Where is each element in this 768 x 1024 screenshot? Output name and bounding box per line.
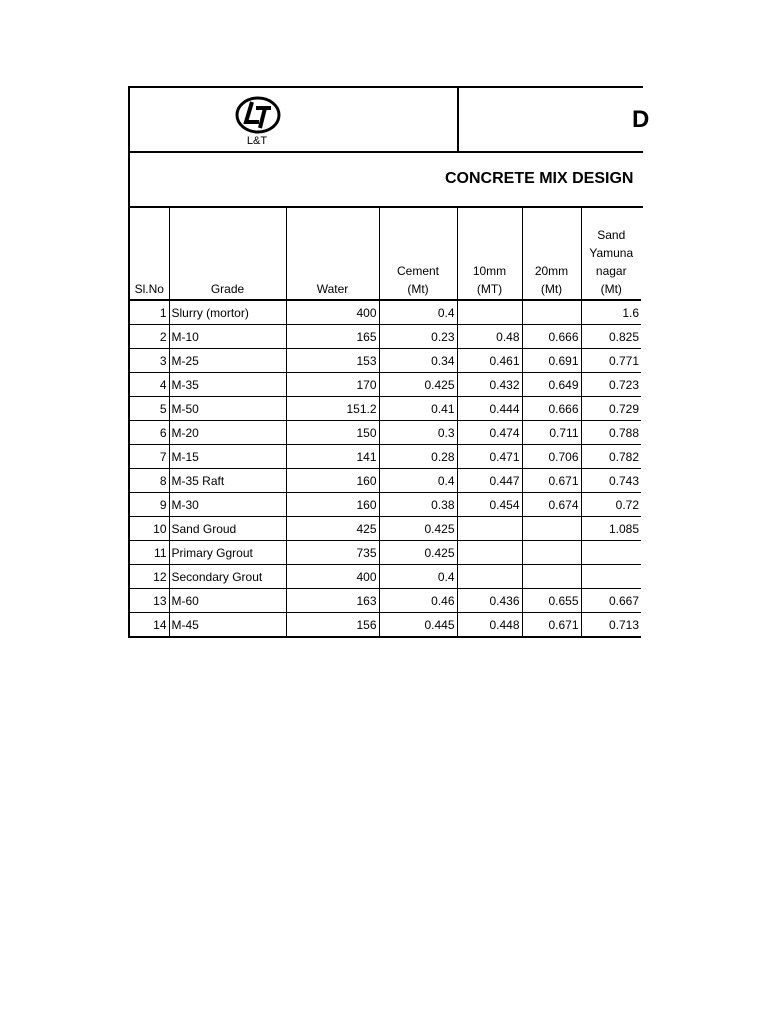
title-cell <box>459 88 650 151</box>
cell-mm20: 0.674 <box>522 493 581 517</box>
table-row <box>130 349 641 373</box>
banner <box>130 153 643 208</box>
cell-sand: 0.667 <box>581 589 641 613</box>
cell-slno: 7 <box>130 445 169 469</box>
cell-water: 156 <box>286 613 379 638</box>
header-row <box>130 88 650 153</box>
logo-text: L&T <box>246 135 268 147</box>
cell-slno: 4 <box>130 373 169 397</box>
cell-cement: 0.4 <box>379 300 457 325</box>
table-row <box>130 421 641 445</box>
col-20mm: 20mm (Mt) <box>522 208 581 300</box>
cell-cement: 0.445 <box>379 613 457 638</box>
cell-slno: 13 <box>130 589 169 613</box>
cell-cement: 0.28 <box>379 445 457 469</box>
cell-mm20: 0.706 <box>522 445 581 469</box>
cell-grade: M-30 <box>169 493 286 517</box>
cell-water: 400 <box>286 300 379 325</box>
column-header-row <box>130 208 641 300</box>
cell-sand: 0.713 <box>581 613 641 638</box>
cell-mm20 <box>522 541 581 565</box>
cell-water: 160 <box>286 469 379 493</box>
cell-water: 735 <box>286 541 379 565</box>
table-row <box>130 300 641 325</box>
table-row <box>130 589 641 613</box>
cell-grade: M-20 <box>169 421 286 445</box>
table-row <box>130 325 641 349</box>
cell-mm20: 0.655 <box>522 589 581 613</box>
cell-sand: 0.788 <box>581 421 641 445</box>
cell-water: 153 <box>286 349 379 373</box>
table-row <box>130 373 641 397</box>
cell-mm20: 0.691 <box>522 349 581 373</box>
cell-cement: 0.38 <box>379 493 457 517</box>
col-10mm: 10mm (MT) <box>457 208 522 300</box>
cell-slno: 6 <box>130 421 169 445</box>
cell-cement: 0.46 <box>379 589 457 613</box>
cell-mm10: 0.436 <box>457 589 522 613</box>
cell-grade: Sand Groud <box>169 517 286 541</box>
cell-sand: 1.6 <box>581 300 641 325</box>
cell-sand: 0.825 <box>581 325 641 349</box>
cell-grade: M-45 <box>169 613 286 638</box>
table-row <box>130 397 641 421</box>
cell-mm20: 0.666 <box>522 325 581 349</box>
cell-water: 151.2 <box>286 397 379 421</box>
cell-grade: M-35 <box>169 373 286 397</box>
cell-mm10: 0.432 <box>457 373 522 397</box>
cell-slno: 1 <box>130 300 169 325</box>
cell-slno: 12 <box>130 565 169 589</box>
cell-mm20: 0.671 <box>522 613 581 638</box>
logo-cell <box>130 88 459 151</box>
col-cement: Cement (Mt) <box>379 208 457 300</box>
cell-mm10: 0.461 <box>457 349 522 373</box>
table-row <box>130 493 641 517</box>
cell-sand: 1.085 <box>581 517 641 541</box>
table-row <box>130 445 641 469</box>
cell-slno: 8 <box>130 469 169 493</box>
col-grade: Grade <box>169 208 286 300</box>
table-row <box>130 541 641 565</box>
cell-mm10: 0.471 <box>457 445 522 469</box>
cell-cement: 0.4 <box>379 565 457 589</box>
cell-water: 150 <box>286 421 379 445</box>
cell-sand: 0.729 <box>581 397 641 421</box>
banner-title: CONCRETE MIX DESIGN <box>445 170 634 187</box>
lt-logo-icon <box>235 95 281 135</box>
cell-cement: 0.425 <box>379 373 457 397</box>
col-sand: Sand Yamuna nagar (Mt) <box>581 208 641 300</box>
cell-water: 170 <box>286 373 379 397</box>
cell-mm10: 0.454 <box>457 493 522 517</box>
cell-cement: 0.23 <box>379 325 457 349</box>
cell-slno: 2 <box>130 325 169 349</box>
cell-grade: M-50 <box>169 397 286 421</box>
cell-cement: 0.34 <box>379 349 457 373</box>
cell-slno: 5 <box>130 397 169 421</box>
cell-slno: 14 <box>130 613 169 638</box>
cell-grade: M-35 Raft <box>169 469 286 493</box>
cell-sand: 0.782 <box>581 445 641 469</box>
table-row <box>130 565 641 589</box>
cell-grade: M-15 <box>169 445 286 469</box>
cell-sand <box>581 541 641 565</box>
cell-mm10: 0.48 <box>457 325 522 349</box>
cell-mm20 <box>522 300 581 325</box>
cell-mm20: 0.666 <box>522 397 581 421</box>
cell-sand: 0.771 <box>581 349 641 373</box>
cell-sand: 0.723 <box>581 373 641 397</box>
cell-mm20: 0.671 <box>522 469 581 493</box>
cell-slno: 3 <box>130 349 169 373</box>
cell-grade: M-10 <box>169 325 286 349</box>
cell-sand: 0.72 <box>581 493 641 517</box>
cell-slno: 10 <box>130 517 169 541</box>
cell-mm10: 0.444 <box>457 397 522 421</box>
cell-grade: M-25 <box>169 349 286 373</box>
cell-grade: M-60 <box>169 589 286 613</box>
cell-mm20 <box>522 517 581 541</box>
cell-cement: 0.41 <box>379 397 457 421</box>
cell-mm20: 0.649 <box>522 373 581 397</box>
cell-cement: 0.425 <box>379 541 457 565</box>
cell-slno: 11 <box>130 541 169 565</box>
cell-mm10: 0.447 <box>457 469 522 493</box>
title-fragment: D <box>632 106 650 133</box>
cell-cement: 0.4 <box>379 469 457 493</box>
cell-water: 141 <box>286 445 379 469</box>
cell-mm20 <box>522 565 581 589</box>
cell-mm10 <box>457 565 522 589</box>
cell-mm10 <box>457 541 522 565</box>
cell-grade: Secondary Grout <box>169 565 286 589</box>
cell-mm10: 0.448 <box>457 613 522 638</box>
cell-slno: 9 <box>130 493 169 517</box>
mix-design-sheet <box>128 86 650 638</box>
cell-grade: Slurry (mortor) <box>169 300 286 325</box>
cell-water: 160 <box>286 493 379 517</box>
cell-cement: 0.425 <box>379 517 457 541</box>
cell-grade: Primary Ggrout <box>169 541 286 565</box>
mix-table <box>130 208 641 638</box>
cell-water: 165 <box>286 325 379 349</box>
cell-mm10: 0.474 <box>457 421 522 445</box>
cell-water: 425 <box>286 517 379 541</box>
cell-mm10 <box>457 300 522 325</box>
cell-sand <box>581 565 641 589</box>
table-row <box>130 613 641 638</box>
cell-cement: 0.3 <box>379 421 457 445</box>
cell-sand: 0.743 <box>581 469 641 493</box>
table-row <box>130 517 641 541</box>
table-row <box>130 469 641 493</box>
col-slno: Sl.No <box>130 208 169 300</box>
cell-water: 400 <box>286 565 379 589</box>
col-water: Water <box>286 208 379 300</box>
cell-water: 163 <box>286 589 379 613</box>
cell-mm20: 0.711 <box>522 421 581 445</box>
cell-mm10 <box>457 517 522 541</box>
